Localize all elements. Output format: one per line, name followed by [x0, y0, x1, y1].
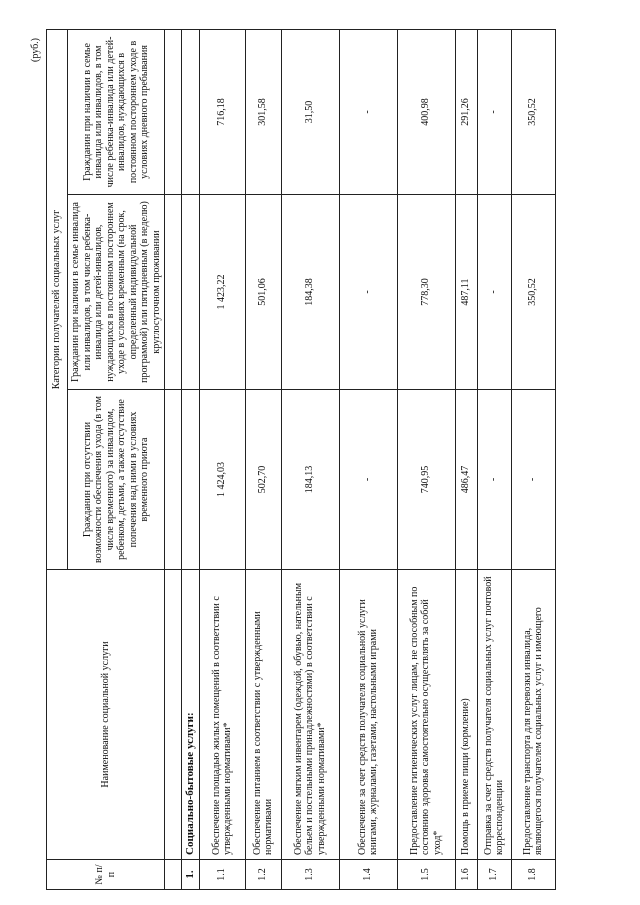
row-value-shelter: 1 424,03 — [199, 390, 245, 570]
header-categories: Категории получателей социальных услуг — [47, 29, 68, 569]
row-value-roundclock: - — [477, 195, 511, 390]
row-value-shelter: 486,47 — [455, 390, 477, 570]
row-value-daycare: 301,58 — [245, 29, 281, 194]
row-service-name: Помощь в приеме пищи (кормление) — [455, 570, 477, 860]
row-value-shelter: - — [477, 390, 511, 570]
table-row — [245, 29, 281, 889]
section-empty-cell — [182, 195, 200, 390]
header-category-shelter: Гражданин при отсутствии возможности обеспечения ухода (в том числе временного) за инвалидом, ребенком, детьми, а также отсутствие попечения над ними в условиях временного приюта — [68, 390, 165, 570]
row-number: 1.8 — [511, 860, 555, 890]
row-value-daycare: - — [477, 29, 511, 194]
header-category-daycare: Гражданин при наличии в семье инвалида или инвалидов, в том числе ребенка-инвалида или детей-инвалидов, нуждающихся в постоянном постороннем уходе в условиях дневного пребывания — [68, 29, 165, 194]
row-value-roundclock: 184,38 — [281, 195, 339, 390]
header-category-roundclock: Гражданин при наличии в семье инвалида или инвалидов, в том числе ребенка-инвалида или детей-инвалидов, нуждающихся в постоянном постороннем уходе в условиях временным (на срок, определенный индивидуальной программой) или пятидневным (в неделю) круглосуточном проживании — [68, 195, 165, 390]
header-service-name: Наименование социальной услуги — [47, 570, 165, 860]
row-value-roundclock: 501,06 — [245, 195, 281, 390]
table-row — [339, 29, 397, 889]
row-service-name: Отправка за счет средств получателя социальных услуг почтовой корреспонденции — [477, 570, 511, 860]
column-number-cell — [165, 195, 182, 390]
section-number: 1. — [182, 860, 200, 890]
table-row — [511, 29, 555, 889]
row-value-roundclock: 487,11 — [455, 195, 477, 390]
row-service-name: Обеспечение за счет средств получателя социальной услуги книгами, журналами, газетами, настольными играми — [339, 570, 397, 860]
table-row — [455, 29, 477, 889]
row-value-daycare: - — [339, 29, 397, 194]
row-number: 1.7 — [477, 860, 511, 890]
column-number-cell — [165, 390, 182, 570]
header-number: № п/п — [47, 860, 165, 890]
row-service-name: Обеспечение площадью жилых помещений в соответствии с утвержденными нормативами* — [199, 570, 245, 860]
section-row — [182, 29, 200, 889]
row-number: 1.1 — [199, 860, 245, 890]
row-service-name: Предоставление транспорта для перевозки инвалида, являющегося получателем социальных услуг и имеющего — [511, 570, 555, 860]
row-value-shelter: 740,95 — [397, 390, 455, 570]
row-value-roundclock: 350,52 — [511, 195, 555, 390]
column-number-cell — [165, 860, 182, 890]
row-value-daycare: 350,52 — [511, 29, 555, 194]
table-row — [397, 29, 455, 889]
row-service-name: Обеспечение питанием в соответствии с утвержденными нормативами — [245, 570, 281, 860]
row-value-roundclock: - — [339, 195, 397, 390]
row-value-daycare: 291,26 — [455, 29, 477, 194]
section-empty-cell — [182, 390, 200, 570]
table-row — [281, 29, 339, 889]
section-empty-cell — [182, 29, 200, 194]
row-value-daycare: 400,98 — [397, 29, 455, 194]
row-number: 1.3 — [281, 860, 339, 890]
row-value-shelter: - — [511, 390, 555, 570]
column-number-row — [165, 29, 182, 889]
section-title: Социально-бытовые услуги: — [182, 570, 200, 860]
rotated-table-sheet — [30, 30, 590, 890]
row-service-name: Предоставление гигиенических услуг лицам, не способным по состоянию здоровья самостоятельно осуществлять за собой уход* — [397, 570, 455, 860]
table-row — [199, 29, 245, 889]
row-value-daycare: 716,18 — [199, 29, 245, 194]
row-number: 1.6 — [455, 860, 477, 890]
row-service-name: Обеспечение мягким инвентарем (одеждой, обувью, нательным бельем и постельными принадлежностями) в соответствии с утвержденными нормативами* — [281, 570, 339, 860]
table-row — [477, 29, 511, 889]
tariff-table — [46, 29, 556, 890]
row-value-daycare: 31,50 — [281, 29, 339, 194]
row-value-shelter: 502,70 — [245, 390, 281, 570]
row-value-roundclock: 778,30 — [397, 195, 455, 390]
row-number: 1.5 — [397, 860, 455, 890]
row-value-roundclock: 1 423,22 — [199, 195, 245, 390]
column-number-cell — [165, 29, 182, 194]
row-number: 1.4 — [339, 860, 397, 890]
currency-unit: (руб.) — [30, 38, 41, 62]
column-number-cell — [165, 570, 182, 860]
row-value-shelter: - — [339, 390, 397, 570]
row-value-shelter: 184,13 — [281, 390, 339, 570]
row-number: 1.2 — [245, 860, 281, 890]
